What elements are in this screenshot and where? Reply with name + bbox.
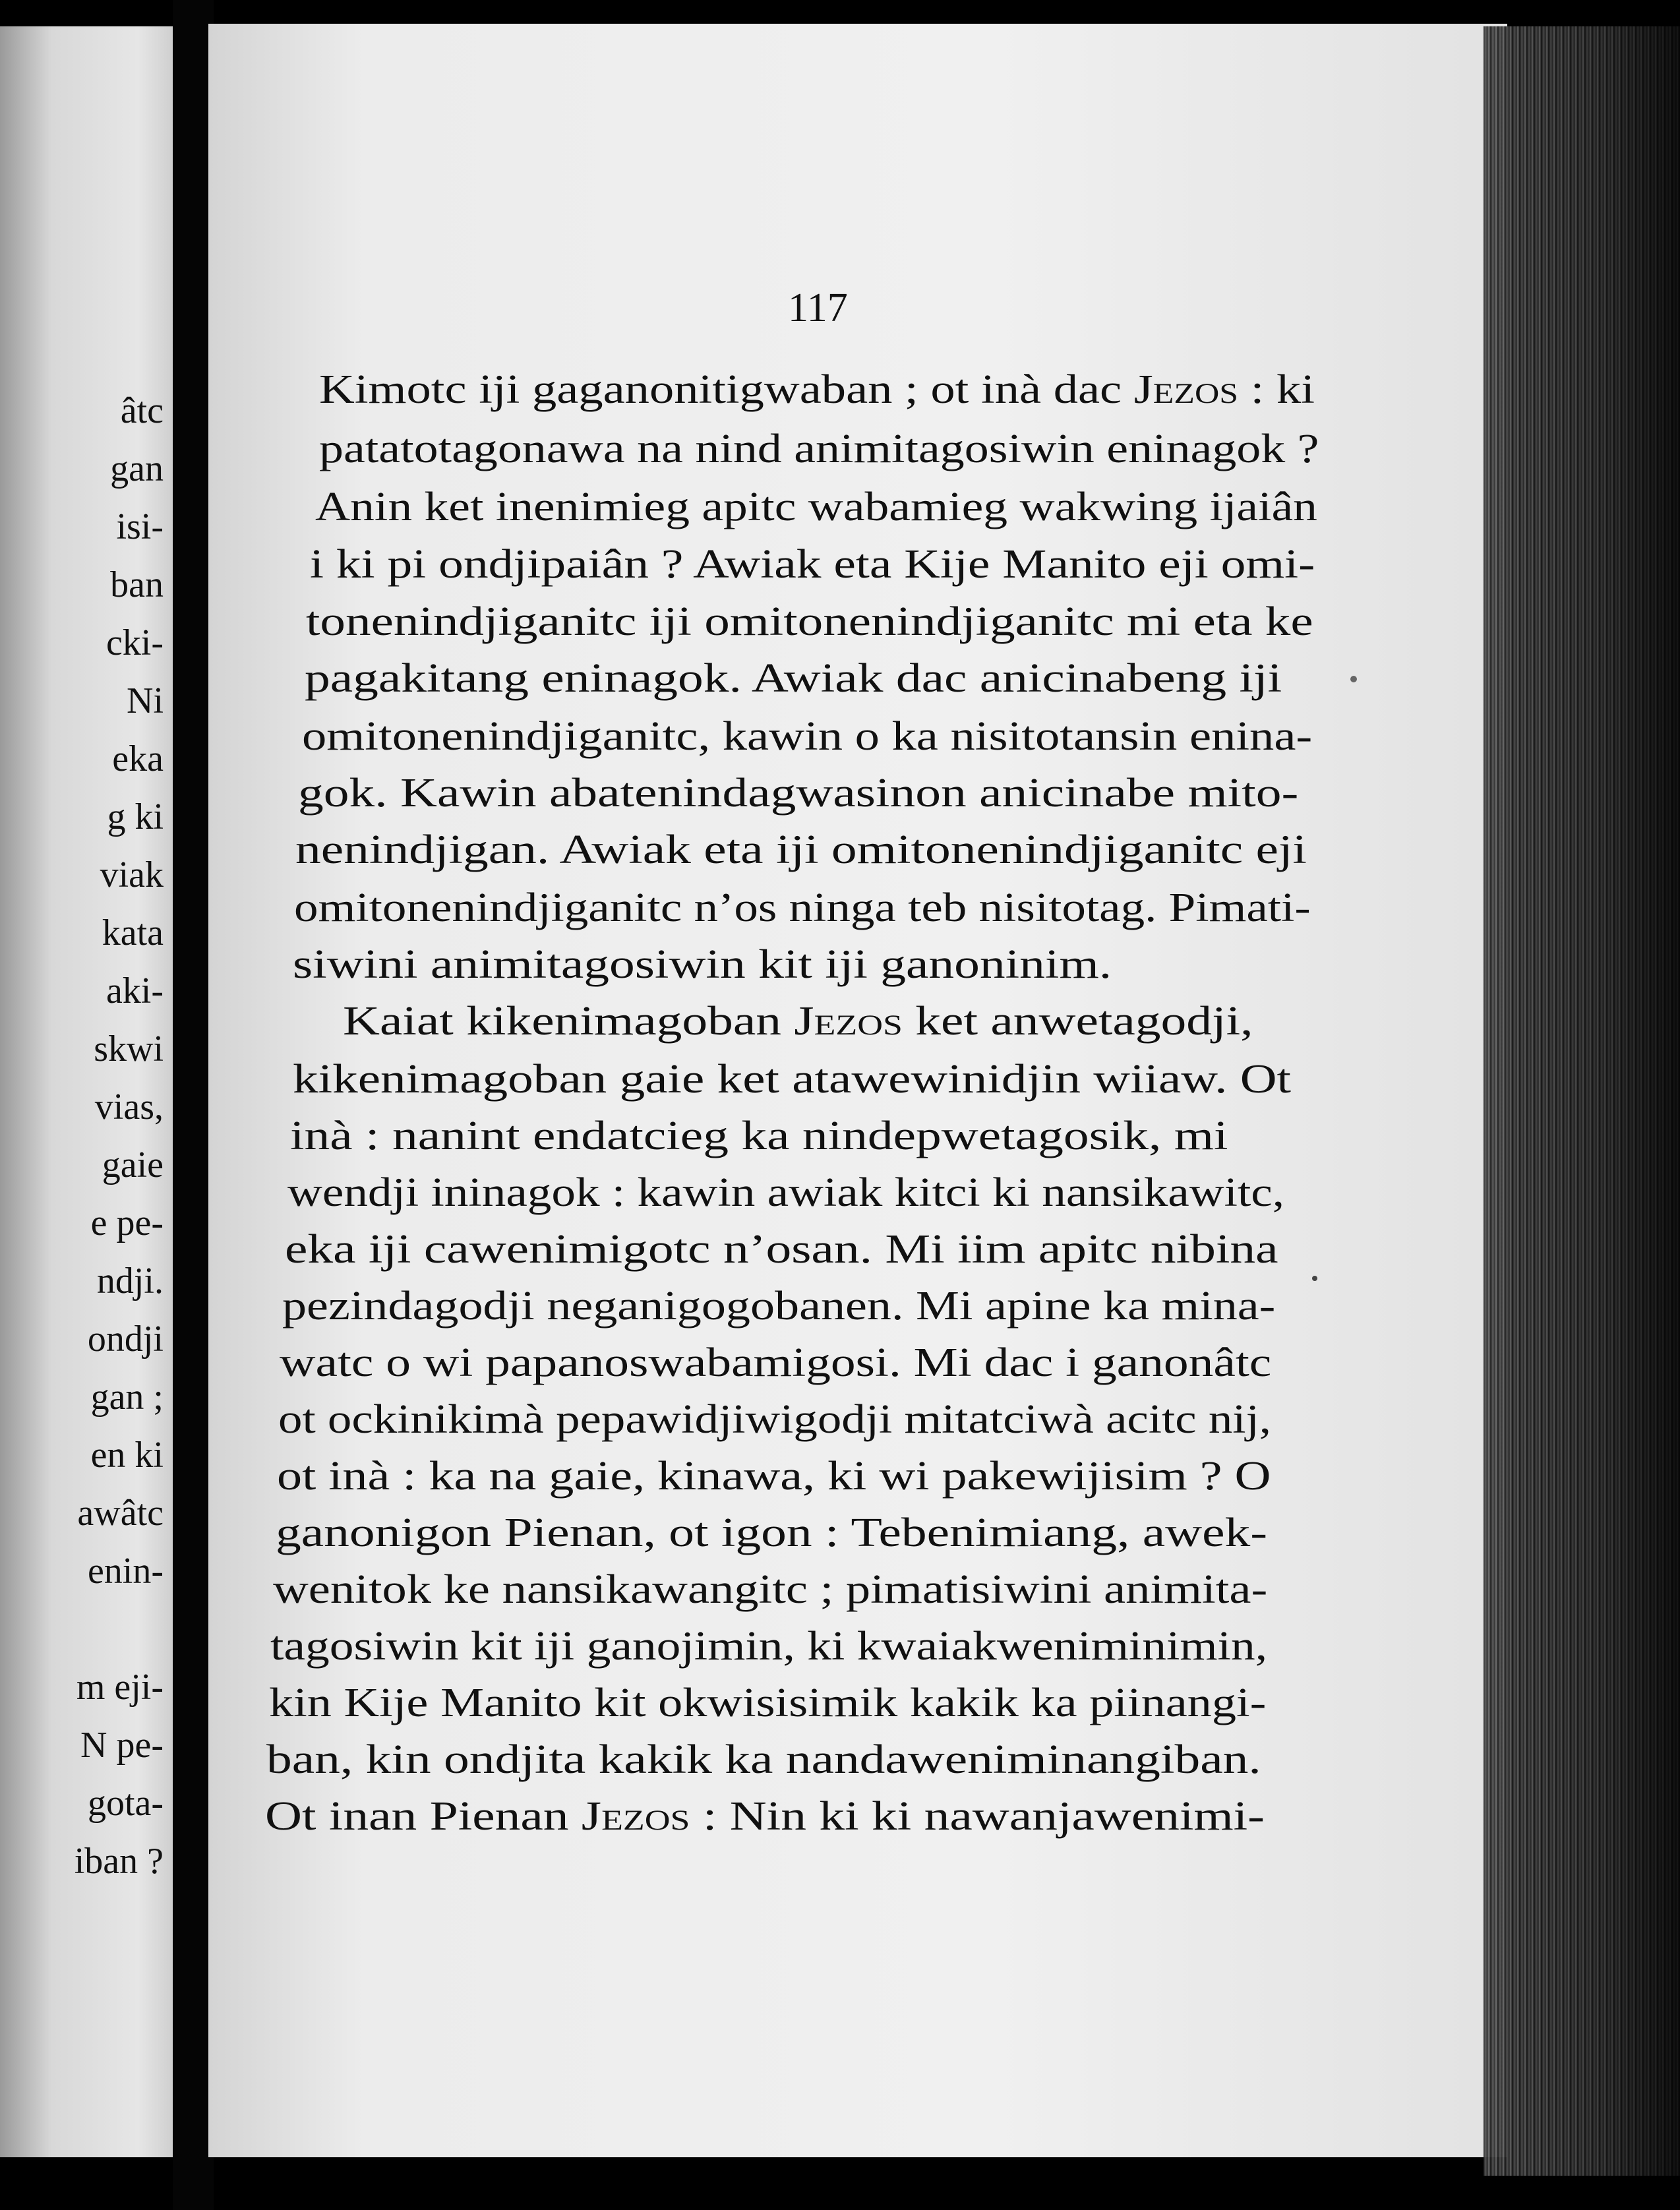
text-line bbox=[276, 1512, 1267, 1553]
left-fragment: g ki bbox=[107, 796, 164, 837]
text-line bbox=[306, 601, 1313, 642]
text-line bbox=[294, 887, 1311, 928]
text-line bbox=[269, 1683, 1266, 1723]
left-fragment: awâtc bbox=[77, 1493, 164, 1534]
text-run: kikenimagoban gaie ket atawewinidjin wiiaw. Ot bbox=[293, 1057, 1291, 1102]
text-line bbox=[295, 829, 1307, 870]
text-line bbox=[270, 1626, 1267, 1667]
text-line bbox=[319, 429, 1319, 469]
name-small-caps: Jezos bbox=[794, 999, 903, 1044]
left-fragment: viak bbox=[100, 854, 164, 895]
left-fragment: kata bbox=[102, 912, 164, 953]
text-run: tagosiwin kit iji ganojimin, ki kwaiakweniminimin, bbox=[270, 1624, 1268, 1669]
text-line bbox=[265, 1796, 1265, 1837]
left-fragment: m eji- bbox=[76, 1667, 164, 1708]
text-run: patatotagonawa na nind animitagosiwin eninagok ? bbox=[319, 427, 1319, 471]
left-fragment: N pe- bbox=[80, 1725, 164, 1766]
text-run: siwini animitagosiwin kit iji ganoninim. bbox=[293, 942, 1112, 987]
speck bbox=[1350, 676, 1357, 682]
text-run: Ot inan Pienan bbox=[265, 1794, 582, 1839]
text-line bbox=[293, 944, 1112, 985]
text-run: omitonenindjiganitc, kawin o ka nisitotansin enina- bbox=[302, 714, 1313, 759]
left-fragment: enin- bbox=[87, 1551, 164, 1592]
book-gutter bbox=[173, 0, 214, 2210]
page-number: 117 bbox=[788, 285, 848, 330]
text-line bbox=[273, 1569, 1267, 1610]
name-small-caps: Jezos bbox=[1133, 367, 1239, 412]
left-fragment: cki- bbox=[105, 622, 164, 663]
text-run: nenindjigan. Awiak eta iji omitonenindjiganitc eji bbox=[295, 827, 1307, 872]
left-fragment: aki- bbox=[105, 971, 164, 1011]
text-run: omitonenindjiganitc n’os ninga teb nisitotag. Pimati- bbox=[294, 885, 1311, 930]
text-line bbox=[319, 369, 1315, 410]
left-fragment: ban bbox=[110, 564, 164, 605]
left-fragment: vias, bbox=[94, 1087, 164, 1127]
text-run: ket anwetagodji, bbox=[902, 999, 1253, 1044]
text-line bbox=[310, 544, 1315, 585]
text-run: pezindagodji neganigogobanen. Mi apine ka mina- bbox=[282, 1284, 1276, 1329]
left-fragment: ondji bbox=[87, 1319, 164, 1359]
text-run: Anin ket inenimieg apitc wabamieg wakwing ijaiân bbox=[315, 485, 1317, 529]
text-run: ganonigon Pienan, ot igon : Tebenimiang, awek- bbox=[276, 1510, 1268, 1555]
text-run: gok. Kawin abatenindagwasinon anicinabe mito- bbox=[298, 771, 1299, 816]
text-run: tonenindjiganitc iji omitonenindjiganitc mi eta ke bbox=[306, 599, 1313, 644]
text-run: watc o wi papanoswabamigosi. Mi dac i ganonâtc bbox=[280, 1340, 1272, 1385]
text-run: i ki pi ondjipaiân ? Awiak eta Kije Manito eji omi- bbox=[310, 542, 1315, 587]
left-fragment: ndji. bbox=[96, 1261, 164, 1301]
text-line bbox=[285, 1229, 1278, 1270]
text-line bbox=[343, 1001, 1253, 1042]
text-run: ot ockinikimà pepawidjiwigodji mitatciwà acitc nij, bbox=[278, 1397, 1272, 1442]
left-fragment: e pe- bbox=[90, 1203, 164, 1243]
text-run: ban, kin ondjita kakik ka nandaweniminangiban. bbox=[266, 1737, 1261, 1782]
text-line bbox=[277, 1456, 1271, 1497]
text-line bbox=[282, 1286, 1275, 1327]
text-line bbox=[287, 1172, 1284, 1213]
left-fragment: âtc bbox=[120, 390, 164, 431]
text-run: Kaiat kikenimagoban bbox=[343, 999, 795, 1044]
text-line bbox=[293, 1059, 1291, 1100]
left-fragment: Ni bbox=[127, 680, 164, 721]
text-run: kin Kije Manito kit okwisisimik kakik ka piinangi- bbox=[269, 1681, 1267, 1725]
left-fragment: gan bbox=[110, 448, 164, 489]
page-edge-shade bbox=[1484, 26, 1680, 2176]
text-line bbox=[290, 1116, 1228, 1156]
text-line bbox=[266, 1739, 1261, 1780]
left-page bbox=[0, 26, 173, 2157]
text-line bbox=[302, 716, 1312, 757]
speck bbox=[1312, 1276, 1317, 1281]
left-fragment: gota- bbox=[87, 1783, 164, 1824]
text-run: Kimotc iji gaganonitigwaban ; ot inà dac bbox=[319, 367, 1134, 412]
left-fragment: isi- bbox=[116, 506, 164, 547]
left-fragment: iban ? bbox=[74, 1841, 164, 1882]
left-fragment: gaie bbox=[102, 1145, 164, 1185]
text-run: ot inà : ka na gaie, kinawa, ki wi pakewijisim ? O bbox=[277, 1454, 1271, 1499]
left-fragment: en ki bbox=[90, 1435, 164, 1476]
text-line bbox=[305, 658, 1282, 699]
left-fragment: skwi bbox=[94, 1029, 164, 1069]
text-run: pagakitang eninagok. Awiak dac anicinabeng iji bbox=[305, 656, 1282, 701]
left-fragment: eka bbox=[112, 738, 164, 779]
text-line bbox=[315, 487, 1317, 527]
text-run: : Nin ki ki nawanjawenimi- bbox=[690, 1794, 1265, 1839]
text-line bbox=[298, 773, 1298, 814]
left-fragment: gan ; bbox=[90, 1377, 164, 1418]
text-run: inà : nanint endatcieg ka nindepwetagosik, mi bbox=[290, 1114, 1228, 1158]
name-small-caps: Jezos bbox=[581, 1794, 690, 1839]
text-run: : ki bbox=[1238, 367, 1315, 412]
text-run: eka iji cawenimigotc n’osan. Mi iim apitc nibina bbox=[285, 1227, 1278, 1272]
text-run: wendji ininagok : kawin awiak kitci ki nansikawitc, bbox=[287, 1170, 1285, 1215]
text-run: wenitok ke nansikawangitc ; pimatisiwini animita- bbox=[273, 1567, 1268, 1612]
text-line bbox=[280, 1342, 1271, 1383]
text-line bbox=[278, 1399, 1271, 1440]
